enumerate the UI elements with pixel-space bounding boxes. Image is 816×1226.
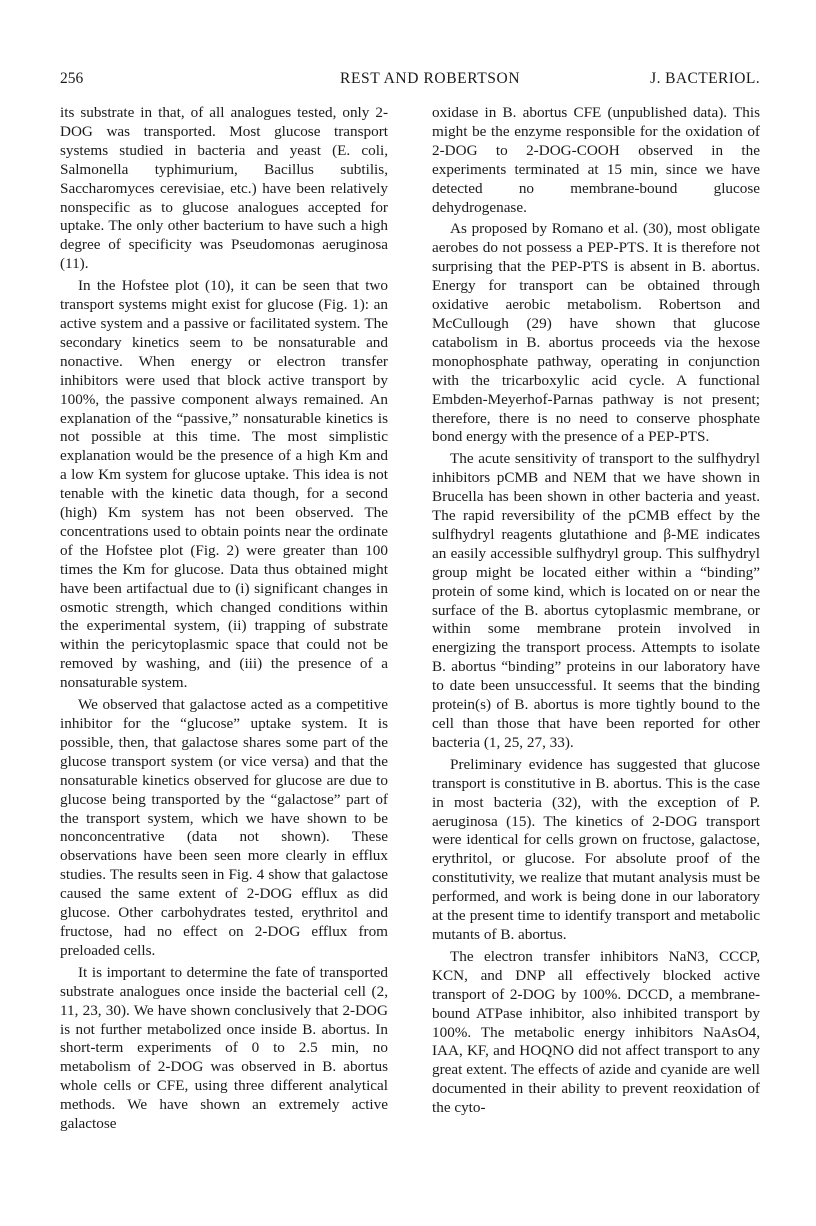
- paragraph: As proposed by Romano et al. (30), most obligate aerobes do not possess a PEP-PTS. It is therefore not surprising that the PEP-PTS is absent in B. abortus. Energy for transport can be obtained through oxidative aerobic metabolism. Robertson and McCullough (29) have shown that glucose catabolism in B. abortus proceeds via the hexose monophosphate pathway, operating in conjunction with the tricarboxylic acid cycle. A functional Embden-Meyerhof-Parnas pathway is not present; therefore, there is no need to conserve phosphate bond energy with the presence of a PEP-PTS.: [432, 220, 760, 446]
- paragraph: Preliminary evidence has suggested that glucose transport is constitutive in B. abortus. This is the case in most bacteria (32), with the exception of P. aeruginosa (15). The kinetics of 2-DOG transport were identical for cells grown on fructose, galactose, erythritol, or glucose. For absolute proof of the constitutivity, we realize that mutant analysis must be performed, and work is being done in our laboratory at the present time to identify transport and metabolic mutants of B. abortus.: [432, 755, 760, 943]
- paragraph: oxidase in B. abortus CFE (unpublished data). This might be the enzyme responsible for the oxidation of 2-DOG to 2-DOG-COOH observed in the experiments terminated at 15 min, since we have detected no membrane-bound glucose dehydrogenase.: [432, 104, 760, 216]
- paragraph: The acute sensitivity of transport to the sulfhydryl inhibitors pCMB and NEM that we have shown in Brucella has been shown in other bacteria and yeast. The rapid reversibility of the pCMB effect by the sulfhydryl reagents glutathione and β-ME indicates an easily accessible sulfhydryl group. This sulfhydryl group might be located either within a “binding” protein of some kind, which is located on or near the surface of the B. abortus cytoplasmic membrane, or within some membrane protein involved in energizing the transport process. Attempts to isolate B. abortus “binding” proteins in our laboratory have to date been unsuccessful. It seems that the binding protein(s) of B. abortus is more tightly bound to the cell than those that have been reported for other bacteria (1, 25, 27, 33).: [432, 450, 760, 751]
- right-column: [432, 104, 760, 1118]
- paragraph: The electron transfer inhibitors NaN3, CCCP, KCN, and DNP all effectively blocked active transport of 2-DOG by 100%. DCCD, a membrane-bound ATPase inhibitor, also inhibited transport by 100%. The metabolic energy inhibitors NaAsO4, IAA, KF, and HOQNO did not affect transport to any great extent. The effects of azide and cyanide are well documented in their ability to prevent reoxidation of the cyto-: [432, 947, 760, 1117]
- paragraph: In the Hofstee plot (10), it can be seen that two transport systems might exist for glucose (Fig. 1): an active system and a passive or facilitated system. The secondary kinetics seem to be nonsaturable and nonactive. When energy or electron transfer inhibitors were used that block active transport by 100%, the passive component always remained. An explanation of the “passive,” nonsaturable kinetics is not possible at this time. The most simplistic explanation would be the presence of a high Km and a low Km system for glucose uptake. This idea is not tenable with the kinetic data though, for a second (high) Km system has not been observed. The concentrations used to obtain points near the ordinate of the Hofstee plot (Fig. 2) were greater than 100 times the Km for glucose. Data thus obtained might have been artifactual due to (i) significant changes in osmotic strength, which changed conditions within the experimental system, (ii) trapping of substrate within the pericytoplasmic space that could not be removed by washing, and (iii) the presence of a nonsaturable system.: [60, 277, 388, 692]
- journal-name: J. BACTERIOL.: [650, 70, 760, 87]
- paragraph: its substrate in that, of all analogues tested, only 2-DOG was transported. Most glucose transport systems studied in bacteria and yeast (E. coli, Salmonella typhimurium, Bacillus subtilis, Saccharomyces cerevisiae, etc.) have been relatively nonspecific as to glucose analogues accepted for uptake. The only other bacterium to have such a high degree of specificity was Pseudomonas aeruginosa (11).: [60, 104, 388, 273]
- paragraph: It is important to determine the fate of transported substrate analogues once inside the bacterial cell (2, 11, 23, 30). We have shown conclusively that 2-DOG is not further metabolized once inside B. abortus. In short-term experiments of 0 to 2.5 min, no metabolism of 2-DOG was observed in B. abortus whole cells or CFE, using three different analytical methods. We have shown an extremely active galactose: [60, 963, 388, 1133]
- page-number: 256: [60, 70, 84, 87]
- paragraph: We observed that galactose acted as a competitive inhibitor for the “glucose” uptake system. It is possible, then, that galactose shares some part of the glucose transport system (or vice versa) and that the nonsaturable kinetics observed for glucose are due to glucose being transported by the “galactose” part of the transport system, which we have shown to be nonconcentrative (data not shown). These observations have been seen more clearly in efflux studies. The results seen in Fig. 4 show that galactose caused the same extent of 2-DOG efflux as did glucose. Other carbohydrates tested, erythritol and fructose, had no effect on 2-DOG efflux from preloaded cells.: [60, 696, 388, 959]
- running-title: REST AND ROBERTSON: [340, 70, 521, 87]
- left-column: [60, 104, 388, 1134]
- page-header: [60, 70, 760, 92]
